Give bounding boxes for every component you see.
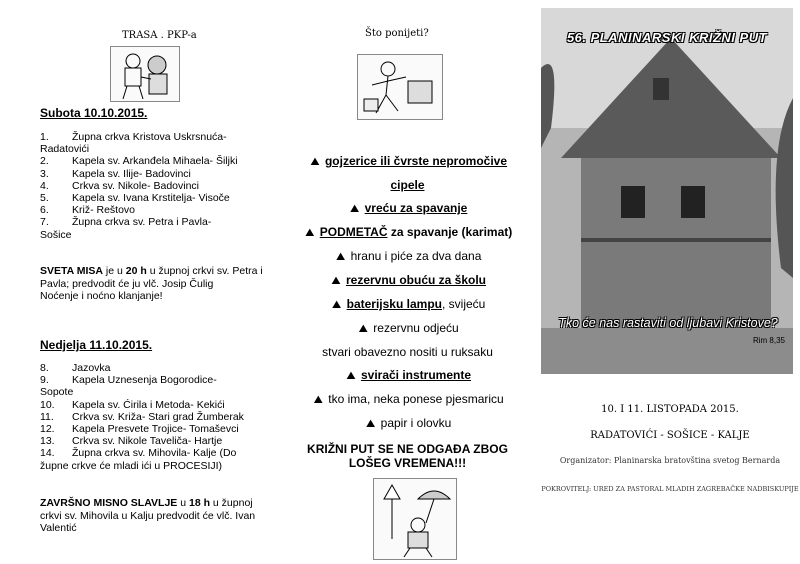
sunday-mass-info: ZAVRŠNO MISNO SLAVLJE u 18 h u župnoj crkvi sv. Mihovila u Kalju predvodit će vlč. Ivan Valentić [40, 497, 256, 534]
list-item: 7. Župna crkva sv. Petra i Pavla- Sošice [40, 216, 212, 241]
list-item: ⛰ hranu i piće za dva dana [285, 245, 530, 269]
cover-quote: Tko će nas rastaviti od ljubavi Kristove? [558, 316, 778, 330]
list-item: ⛰ tko ima, neka ponese pjesmaricu [285, 388, 530, 412]
list-item: 12. Kapela Presvete Trojice- Tomaševci [40, 423, 239, 436]
sponsor: POKROVITELJ: URED ZA PASTORAL MLADIH ZAGREBAČKE NADBISKUPIJE [541, 485, 799, 493]
list-item: ⛰ vreću za spavanje [285, 197, 530, 221]
list-item: ⛰ gojzerice ili čvrste nepromočive [285, 150, 530, 174]
hiker-icon: ⛰ [366, 418, 376, 430]
list-item: cipele [390, 178, 425, 192]
hiker-cartoon-illustration [110, 46, 180, 102]
list-item: 6. Križ- Reštovo [40, 204, 136, 217]
left-panel [0, 0, 275, 562]
list-item: ⛰ svirači instrumente [285, 364, 530, 388]
cover-photo [541, 8, 793, 374]
packing-list [285, 150, 530, 436]
list-item: 3. Kapela sv. Ilije- Badovinci [40, 167, 191, 180]
hiker-icon: ⛰ [332, 299, 342, 311]
hiker-icon: ⛰ [313, 394, 323, 406]
packing-title: Što ponijeti? [365, 28, 429, 39]
list-item: 10. Kapela sv. Ćirila i Metoda- Kekići [40, 398, 225, 411]
hiker-icon: ⛰ [335, 251, 346, 263]
packing-cartoon-illustration [357, 54, 443, 120]
sunday-stops-list [40, 362, 275, 472]
event-places: RADATOVIĆI - SOŠICE - KALJE [590, 430, 750, 441]
saturday-mass-info: SVETA MISA je u 20 h u župnoj crkvi sv. Petra i Pavla; predvodit će ju vlč. Josip Čulig Noćenje i noćno klanjanje! [40, 265, 263, 302]
list-item: 1. Župna crkva Kristova Uskrsnuća- Radatovići [40, 131, 227, 156]
hiker-icon: ⛰ [331, 275, 341, 287]
list-item: 8. Jazovka [40, 362, 111, 374]
list-item: 14. Župna crkva sv. Mihovila- Kalje (Do župne crkve će mladi ići u PROCESIJI) [40, 447, 237, 472]
bible-reference: Rim 8,35 [752, 336, 785, 345]
middle-panel [285, 0, 530, 562]
rain-hiker-cartoon-illustration [373, 478, 457, 560]
cover-title: 56. PLANINARSKI KRIŽNI PUT [566, 30, 768, 45]
list-item: ⛰ baterijsku lampu, svijeću [285, 293, 530, 317]
saturday-stops-list [40, 131, 275, 241]
hiker-icon: ⛰ [358, 323, 368, 335]
list-item: stvari obavezno nositi u ruksaku [322, 345, 493, 359]
organizer: Organizator: Planinarska bratovština svetog Bernarda [559, 456, 781, 465]
hiker-icon: ⛰ [305, 227, 315, 239]
route-title: TRASA . PKP-a [122, 30, 197, 41]
weather-notice: KRIŽNI PUT SE NE ODGAĐA ZBOG LOŠEG VREMENA!!! [307, 442, 508, 470]
list-item: 13. Crkva sv. Nikole Taveliča- Hartje [40, 435, 223, 448]
list-item: ⛰ PODMETAČ za spavanje (karimat) [285, 221, 530, 245]
list-item: ⛰ rezervnu odjeću [285, 317, 530, 341]
list-item: ⛰ papir i olovku [285, 412, 530, 436]
saturday-heading: Subota 10.10.2015. [40, 106, 148, 120]
list-item: 4. Crkva sv. Nikole- Badovinci [40, 179, 200, 192]
event-dates: 10. I 11. LISTOPADA 2015. [601, 404, 739, 415]
list-item: ⛰ rezervnu obuću za školu [285, 269, 530, 293]
right-panel [540, 0, 800, 562]
list-item: 9. Kapela Uznesenja Bogorodice- Sopote [40, 374, 217, 399]
hiker-icon: ⛰ [346, 370, 356, 382]
list-item: 5. Kapela sv. Ivana Krstitelja- Visoče [40, 192, 230, 205]
hiker-icon: ⛰ [310, 156, 320, 168]
list-item: 2. Kapela sv. Arkanđela Mihaela- Šiljki [40, 155, 238, 168]
hiker-icon: ⛰ [350, 203, 360, 215]
sunday-heading: Nedjelja 11.10.2015. [40, 338, 153, 352]
list-item: 11. Crkva sv. Križa- Stari grad Žumberak [40, 410, 244, 423]
